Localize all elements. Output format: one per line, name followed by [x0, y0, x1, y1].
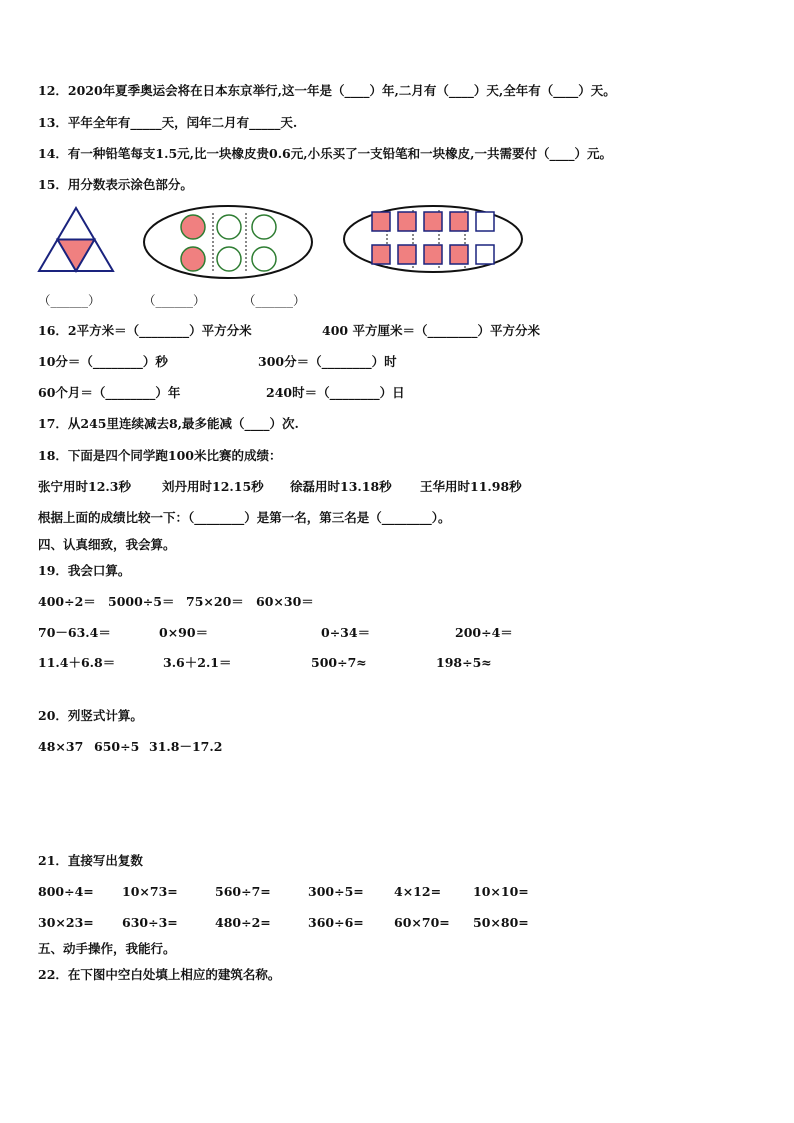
section-4-heading: 四、认真细致，我会算。 [38, 537, 176, 552]
answer-blank[interactable]: （______） [243, 293, 306, 308]
calc-item: 480÷2= [215, 915, 271, 930]
shaded-circle [181, 215, 205, 239]
conversion-item: 400 平方厘米＝（________）平方分米 [322, 323, 540, 338]
shaded-square [450, 212, 468, 231]
question-18-ask: 根据上面的成绩比较一下：（________）是第一名，第三名是（________）。 [38, 510, 451, 525]
question-17: 17．从245里连续减去8,最多能减（____）次. [38, 416, 299, 431]
calc-item: 10×73= [122, 884, 178, 899]
calc-item: 50×80= [473, 915, 529, 930]
calc-item: 60×70= [394, 915, 450, 930]
question-18: 18．下面是四个同学跑100米比赛的成绩： [38, 448, 282, 463]
shaded-circle [181, 247, 205, 271]
calc-item: 10×10= [473, 884, 529, 899]
math-item: 400÷2＝ [38, 594, 96, 609]
question-21: 21．直接写出复数 [38, 853, 143, 868]
question-13: 13．平年全年有_____天，闰年二月有_____天. [38, 115, 298, 130]
shaded-square [424, 212, 442, 231]
answer-blank[interactable]: （______） [38, 293, 101, 308]
question-19: 19．我会口算。 [38, 563, 131, 578]
math-item: 5000÷5＝ [108, 594, 175, 609]
conversion-item: 10分＝（________）秒 [38, 354, 168, 369]
calc-item: 560÷7= [215, 884, 271, 899]
shaded-square [424, 245, 442, 264]
calc-item: 4×12= [394, 884, 442, 899]
math-item: 60×30＝ [256, 594, 314, 609]
question-15: 15．用分数表示涂色部分。 [38, 177, 193, 192]
question-12: 12．2020年夏季奥运会将在日本东京举行,这一年是（____）年,二月有（____）天,全年有（____）天。 [38, 83, 616, 98]
fraction-triangle-figure [38, 205, 118, 275]
section-5-heading: 五、动手操作，我能行。 [38, 941, 176, 956]
math-item: 70－63.4＝ [38, 625, 111, 640]
race-result: 徐磊用时13.18秒 [290, 479, 392, 494]
calc-item: 650÷5 [94, 739, 140, 754]
conversion-item: 16．2平方米＝（________）平方分米 [38, 323, 252, 338]
shaded-square [450, 245, 468, 264]
shaded-square [372, 245, 390, 264]
empty-circle [217, 215, 241, 239]
empty-circle [252, 215, 276, 239]
fraction-squares-figure [343, 205, 525, 275]
math-item: 0×90＝ [159, 625, 209, 640]
calc-item: 30×23= [38, 915, 94, 930]
race-result: 王华用时11.98秒 [420, 479, 522, 494]
calc-item: 48×37 [38, 739, 84, 754]
math-item: 75×20＝ [186, 594, 244, 609]
calc-item: 300÷5= [308, 884, 364, 899]
conversion-item: 300分＝（________）时 [258, 354, 397, 369]
calc-item: 31.8－17.2 [149, 739, 223, 754]
math-item: 500÷7≈ [311, 655, 367, 670]
math-item: 198÷5≈ [436, 655, 492, 670]
empty-square [476, 212, 494, 231]
empty-circle [252, 247, 276, 271]
question-22: 22．在下图中空白处填上相应的建筑名称。 [38, 967, 281, 982]
empty-circle [217, 247, 241, 271]
math-item: 0÷34＝ [321, 625, 371, 640]
calc-item: 360÷6= [308, 915, 364, 930]
calc-item: 630÷3= [122, 915, 178, 930]
shaded-square [372, 212, 390, 231]
answer-blank[interactable]: （______） [143, 293, 206, 308]
empty-square [476, 245, 494, 264]
math-item: 3.6＋2.1＝ [163, 655, 232, 670]
calc-item: 800÷4= [38, 884, 94, 899]
race-result: 张宁用时12.3秒 [38, 479, 131, 494]
conversion-item: 240时＝（________）日 [266, 385, 405, 400]
shaded-square [398, 212, 416, 231]
math-item: 200÷4＝ [455, 625, 513, 640]
race-result: 刘丹用时12.15秒 [162, 479, 264, 494]
fraction-circles-figure [143, 205, 315, 280]
question-14: 14．有一种铅笔每支1.5元,比一块橡皮贵0.6元,小乐买了一支铅笔和一块橡皮,一共需要付（____）元。 [38, 146, 612, 161]
shaded-square [398, 245, 416, 264]
math-item: 11.4＋6.8＝ [38, 655, 116, 670]
question-20: 20．列竖式计算。 [38, 708, 143, 723]
conversion-item: 60个月＝（________）年 [38, 385, 181, 400]
